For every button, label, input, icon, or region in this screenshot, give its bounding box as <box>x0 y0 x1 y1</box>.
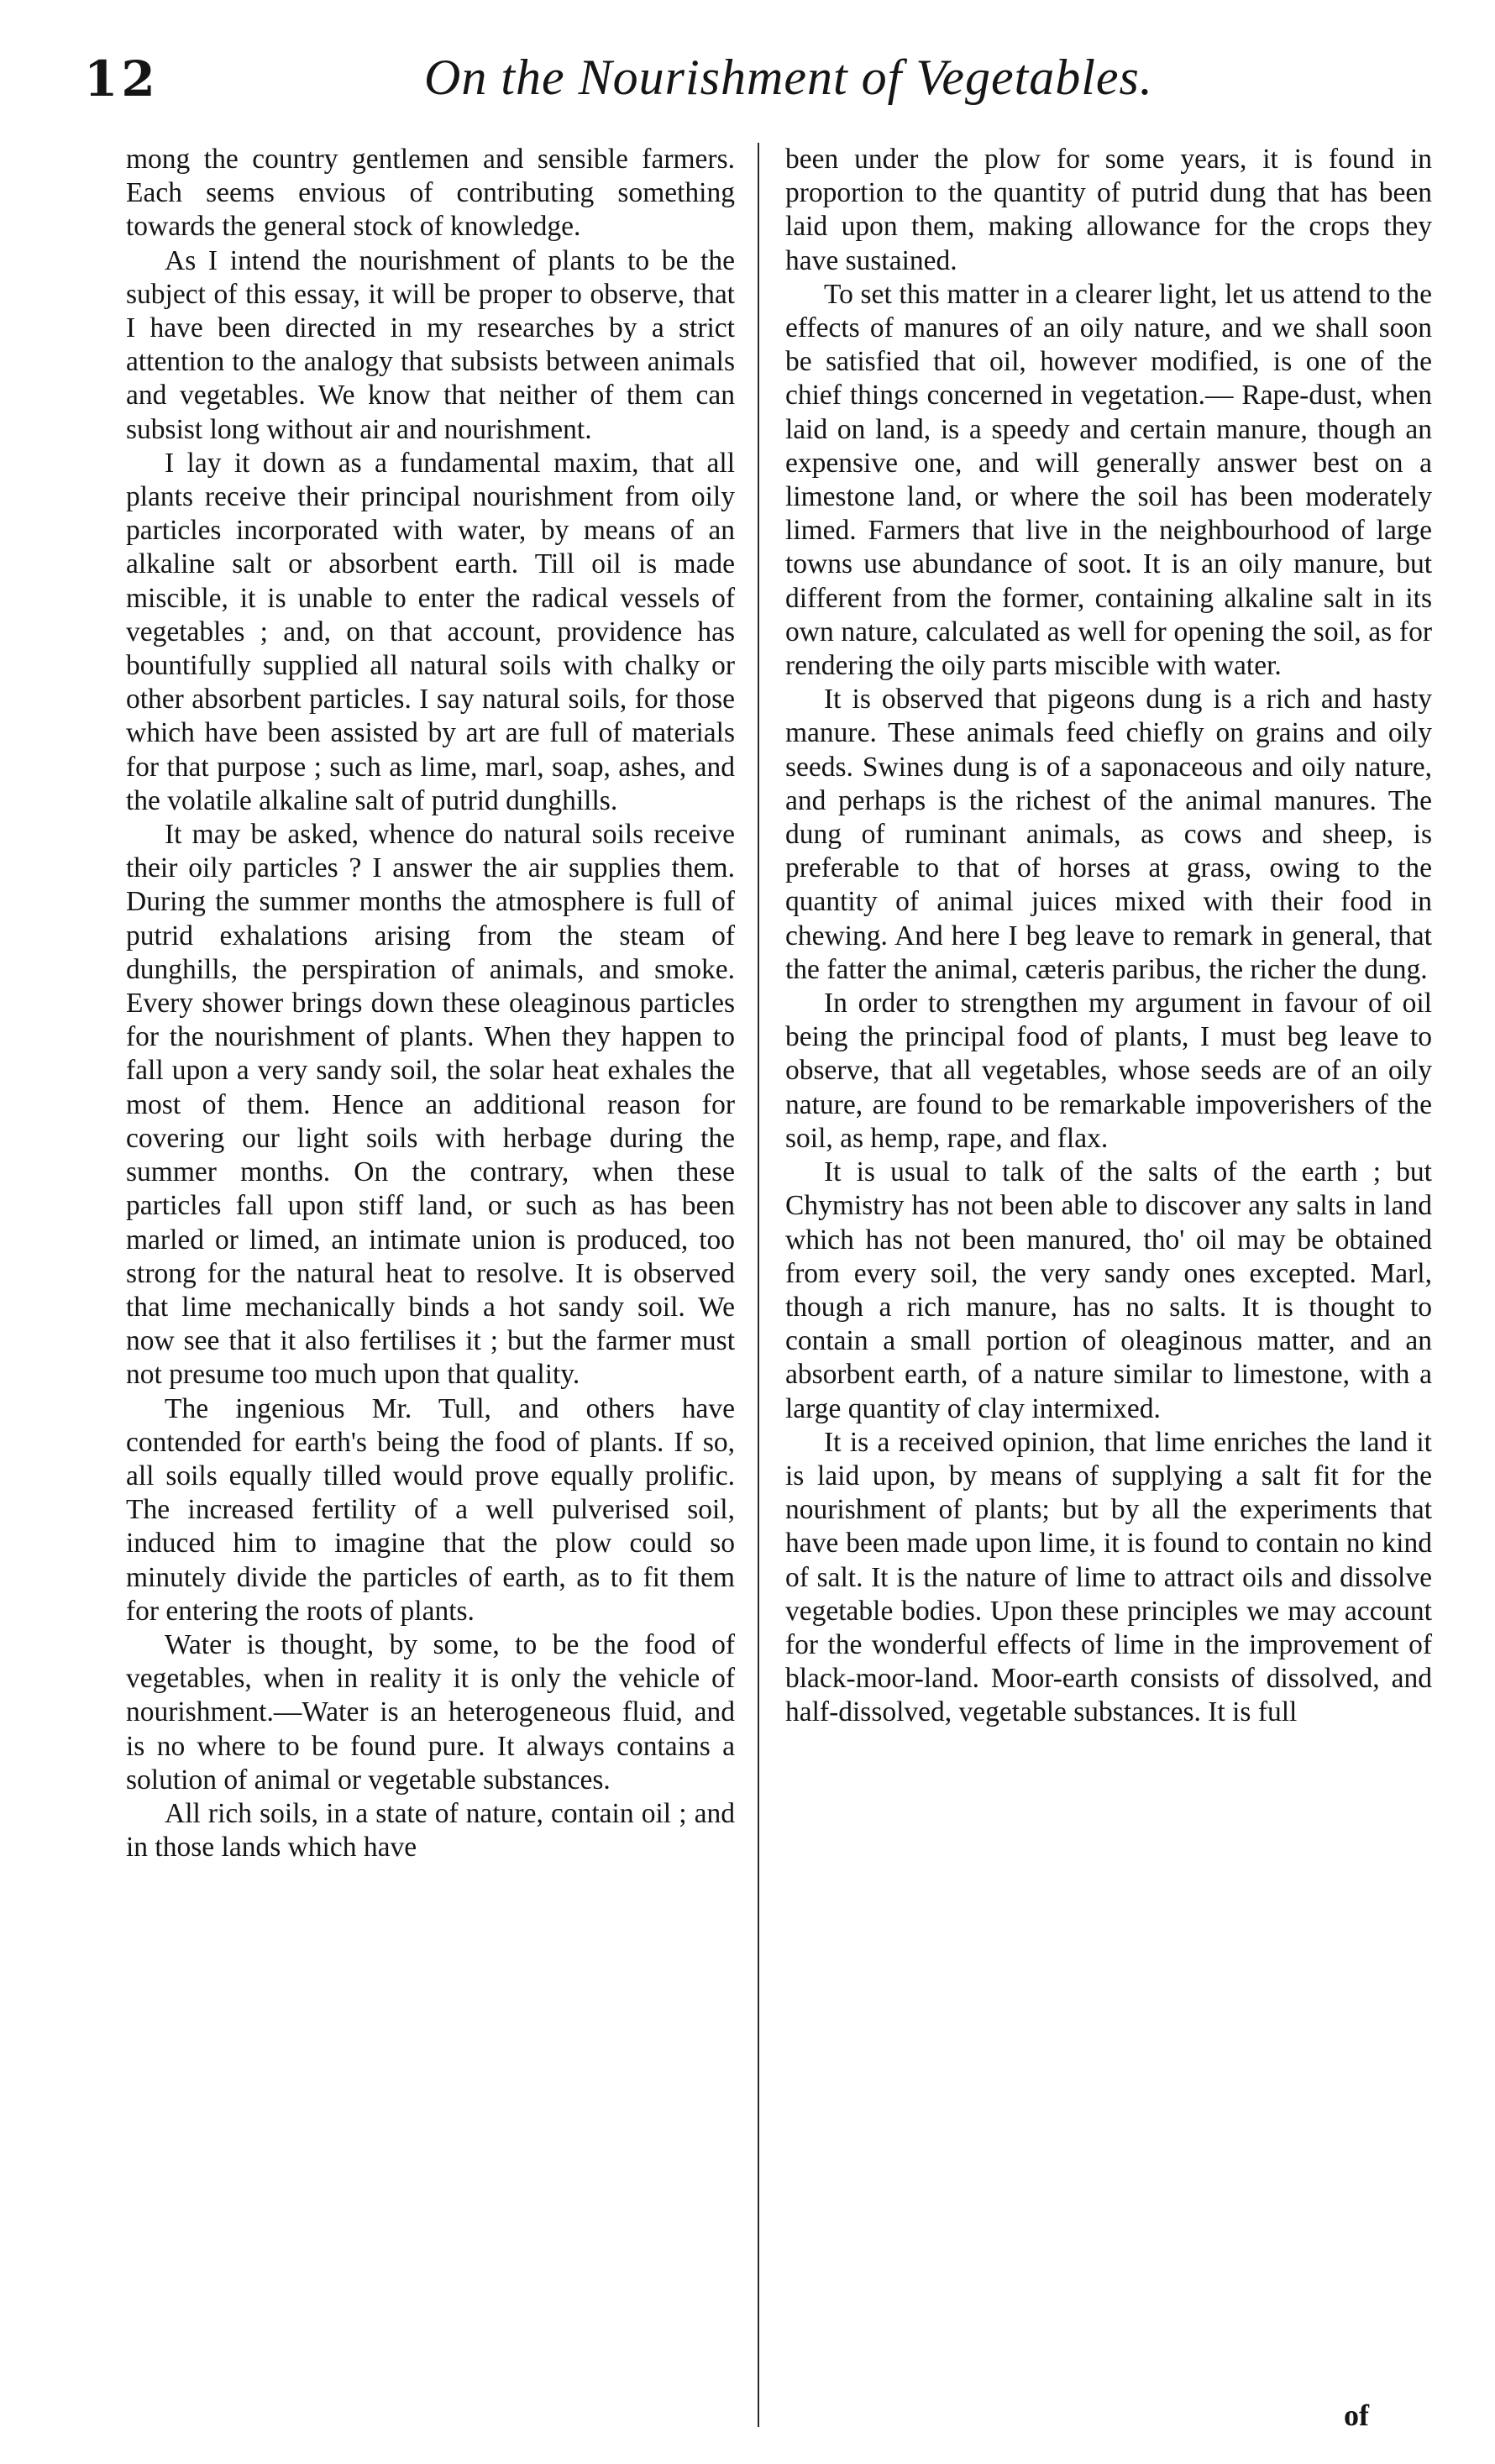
paragraph: been under the plow for some years, it is found in proportion to the quantity of putrid dung that has been laid upon them, making allowance for the crops they have sustained. <box>785 144 1432 276</box>
running-head: On the Nourishment of Vegetables. <box>424 50 1153 105</box>
paragraph: Water is thought, by some, to be the food of vegetables, when in reality it is only the vehicle of nourishment.—Water is an heterogeneous fluid, and is no where to be found pure. It always contains a solution of animal or vegetable substances. <box>126 1628 735 1796</box>
paragraph: It is usual to talk of the salts of the earth ; but Chymistry has not been able to discover any salts in land which has not been manured, tho' oil may be obtained from every soil, the very sandy ones excepted. Marl, though a rich manure, has no salts. It is thought to contain a small portion of oleaginous matter, and an absorbent earth, of a nature similar to limestone, with a large quantity of clay intermixed. <box>785 1156 1432 1424</box>
left-column <box>126 143 735 1864</box>
page-header <box>0 40 1495 116</box>
paragraph: As I intend the nourishment of plants to be the subject of this essay, it will be proper to observe, that I have been directed in my researches by a strict attention to the analogy that subsists between animals and vegetables. We know that neither of them can subsist long without air and nourishment. <box>126 244 735 445</box>
paragraph: The ingenious Mr. Tull, and others have contended for earth's being the food of plants. If so, all soils equally tilled would prove equally prolific. The increased fertility of a well pulverised soil, induced him to imagine that the plow could so minutely divide the particles of earth, as to fit them for entering the roots of plants. <box>126 1392 735 1627</box>
paragraph: To set this matter in a clearer light, let us attend to the effects of manures of an oily nature, and we shall soon be satisfied that oil, however modified, is one of the chief things concerned in vegetation.— Rape-dust, when laid on land, is a speedy and certain manure, though an expensive one, and will generally answer best on a limestone land, or where the soil has been moderately limed. Farmers that live in the neighbourhood of large towns use abundance of soot. It is an oily manure, but different from the former, containing alkaline salt in its own nature, calculated as well for opening the soil, as for rendering the oily parts miscible with water. <box>785 278 1432 682</box>
right-column <box>785 143 1432 1730</box>
paragraph: It is observed that pigeons dung is a rich and hasty manure. These animals feed chiefly on grains and oily seeds. Swines dung is of a saponaceous and oily nature, and perhaps is the richest of the animal manures. The dung of ruminant animals, as cows and sheep, is preferable to that of horses at grass, owing to the quantity of animal juices mixed with their food in chewing. And here I beg leave to remark in general, that the fatter the animal, cæteris paribus, the richer the dung. <box>785 684 1432 985</box>
paragraph: It may be asked, whence do natural soils receive their oily particles ? I answer the air supplies them. During the summer months the atmosphere is full of putrid exhalations arising from the steam of dunghills, the perspiration of animals, and smoke. Every shower brings down these oleaginous particles for the nourishment of plants. When they happen to fall upon a very sandy soil, the solar heat exhales the most of them. Hence an additional reason for covering our light soils with herbage during the summer months. On the contrary, when these particles fall upon stiff land, or such as has been marled or limed, an intimate union is produced, too strong for the natural heat to resolve. It is observed that lime mechanically binds a hot sandy soil. We now see that it also fertilises it ; but the farmer must not presume too much upon that quality. <box>126 819 735 1391</box>
catchword: of <box>1344 2398 1369 2432</box>
page-number: 12 <box>84 50 159 107</box>
paragraph: I lay it down as a fundamental maxim, that all plants receive their principal nourishment from oily particles incorporated with water, by means of an alkaline salt or absorbent earth. Till oil is made miscible, it is unable to enter the radical vessels of vegetables ; and, on that account, providence has bountifully supplied all natural soils with chalky or other absorbent particles. I say natural soils, for those which have been assisted by art are full of materials for that purpose ; such as lime, marl, soap, ashes, and the volatile alkaline salt of putrid dunghills. <box>126 447 735 816</box>
paragraph: mong the country gentlemen and sensible farmers. Each seems envious of contributing something towards the general stock of knowledge. <box>126 144 735 243</box>
paragraph: In order to strengthen my argument in favour of oil being the principal food of plants, I must beg leave to observe, that all vegetables, whose seeds are of an oily nature, are found to be remarkable impoverishers of the soil, as hemp, rape, and flax. <box>785 988 1432 1154</box>
paragraph: It is a received opinion, that lime enriches the land it is laid upon, by means of supplying a salt fit for the nourishment of plants; but by all the experiments that have been made upon lime, it is found to contain no kind of salt. It is the nature of lime to attract oils and dissolve vegetable bodies. Upon these principles we may account for the wonderful effects of lime in the improvement of black-moor-land. Moor-earth consists of dissolved, and half-dissolved, vegetable substances. It is full <box>785 1426 1432 1728</box>
column-divider <box>758 143 759 2427</box>
paragraph: All rich soils, in a state of nature, contain oil ; and in those lands which have <box>126 1797 735 1864</box>
